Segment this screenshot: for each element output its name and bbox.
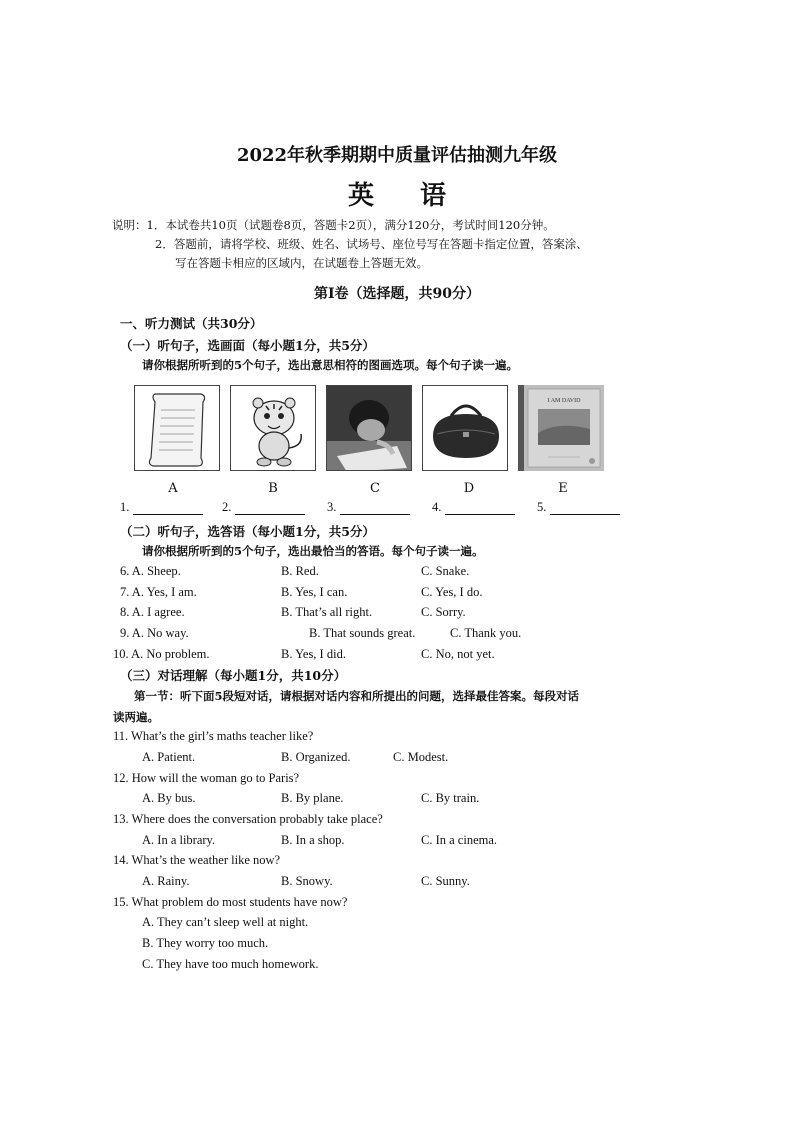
question-7: 7. A. Yes, I am. xyxy=(120,585,197,599)
question-11: 11. What’s the girl’s maths teacher like? xyxy=(113,729,314,743)
handbag-photo xyxy=(423,386,508,471)
question-12-c: C. By train. xyxy=(421,791,480,805)
question-8-b: B. That’s all right. xyxy=(281,605,373,619)
question-9-c: C. Thank you. xyxy=(450,626,522,640)
question-15-a: A. They can’t sleep well at night. xyxy=(142,915,309,929)
question-13-c: C. In a cinema. xyxy=(421,833,498,847)
book-cover-photo xyxy=(518,385,604,471)
picture-label-e: E xyxy=(558,481,568,496)
question-12-b: B. By plane. xyxy=(281,791,344,805)
picture-a xyxy=(134,385,220,471)
sec3-instruction-2: 读两遍。 xyxy=(113,710,159,724)
sec3-title: （三）对话理解（每小题1分，共10分） xyxy=(120,668,347,683)
question-6-c: C. Snake. xyxy=(421,564,470,578)
question-10-b: B. Yes, I did. xyxy=(281,647,346,661)
answer-blank-2[interactable]: 2. xyxy=(222,500,305,515)
answer-blank-3[interactable]: 3. xyxy=(327,500,410,515)
picture-c xyxy=(326,385,412,471)
question-13-a: A. In a library. xyxy=(142,833,216,847)
question-7-c: C. Yes, I do. xyxy=(421,585,483,599)
book-cover-title: I AM DAVID xyxy=(547,398,581,404)
question-10-c: C. No, not yet. xyxy=(421,647,495,661)
answer-blank-4[interactable]: 4. xyxy=(432,500,515,515)
picture-label-b: B xyxy=(268,481,278,496)
sec3-instruction-1: 第一节：听下面5段短对话，请根据对话内容和所提出的问题，选择最佳答案。每段对话 xyxy=(134,689,579,703)
question-15: 15. What problem do most students have now? xyxy=(113,895,348,909)
question-12-a: A. By bus. xyxy=(142,791,196,805)
note-line-2: 2．答题前，请将学校、班级、姓名、试场号、座位号写在答题卡指定位置，答案涂、 xyxy=(155,237,588,251)
question-14-a: A. Rainy. xyxy=(142,874,190,888)
answer-blank-1[interactable]: 1. xyxy=(120,500,203,515)
picture-d xyxy=(422,385,508,471)
tiger-cartoon-icon xyxy=(231,386,316,471)
answer-blank-5[interactable]: 5. xyxy=(537,500,620,515)
question-13-b: B. In a shop. xyxy=(281,833,345,847)
question-14-b: B. Snowy. xyxy=(281,874,333,888)
question-11-a: A. Patient. xyxy=(142,750,196,764)
question-7-b: B. Yes, I can. xyxy=(281,585,348,599)
subject-title: 英语 xyxy=(347,181,492,211)
sec1-instruction: 请你根据所听到的5个句子，选出意思相符的图画选项。每个句子读一遍。 xyxy=(142,358,518,372)
question-6-b: B. Red. xyxy=(281,564,319,578)
sec2-instruction: 请你根据所听到的5个句子，选出最恰当的答语。每个句子读一遍。 xyxy=(142,544,484,558)
question-6: 6. A. Sheep. xyxy=(120,564,181,578)
question-15-b: B. They worry too much. xyxy=(142,936,269,950)
question-15-c: C. They have too much homework. xyxy=(142,957,319,971)
question-11-b: B. Organized. xyxy=(281,750,351,764)
sec2-title: （二）听句子，选答语（每小题1分，共5分） xyxy=(120,524,375,539)
question-14-c: C. Sunny. xyxy=(421,874,470,888)
question-10: 10. A. No problem. xyxy=(113,647,210,661)
boy-studying-photo xyxy=(327,386,412,471)
question-12: 12. How will the woman go to Paris? xyxy=(113,771,300,785)
exam-title: 2022年秋季期期中质量评估抽测九年级 xyxy=(236,145,558,166)
part-title: 第Ⅰ卷（选择题，共90分） xyxy=(313,286,481,302)
listening-heading: 一、听力测试（共30分） xyxy=(120,316,263,331)
question-9: 9. A. No way. xyxy=(120,626,189,640)
sec1-title: （一）听句子，选画面（每小题1分，共5分） xyxy=(120,338,375,353)
paper-scroll-icon xyxy=(135,386,220,471)
picture-label-c: C xyxy=(370,481,380,496)
question-8-c: C. Sorry. xyxy=(421,605,466,619)
question-11-c: C. Modest. xyxy=(393,750,449,764)
question-13: 13. Where does the conversation probably take place? xyxy=(113,812,383,826)
picture-label-d: D xyxy=(463,481,475,496)
picture-e xyxy=(518,385,604,471)
question-8: 8. A. I agree. xyxy=(120,605,185,619)
picture-label-a: A xyxy=(168,481,178,496)
picture-b xyxy=(230,385,316,471)
note-line-3: 写在答题卡相应的区域内，在试题卷上答题无效。 xyxy=(175,256,428,270)
question-14: 14. What’s the weather like now? xyxy=(113,853,281,867)
note-line-1: 说明：1．本试卷共10页（试题卷8页，答题卡2页），满分120分，考试时间120分钟。 xyxy=(112,218,555,232)
question-9-b: B. That sounds great. xyxy=(309,626,416,640)
